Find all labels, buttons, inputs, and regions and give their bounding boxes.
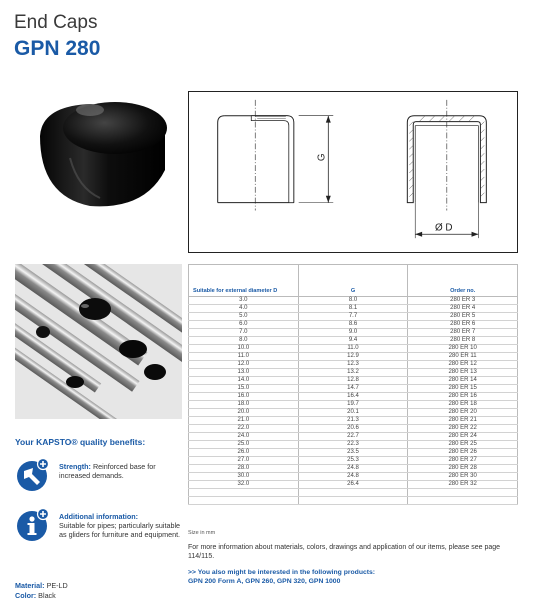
- table-row: [189, 409, 518, 417]
- cell-order-no: 280 ER 10: [408, 345, 518, 353]
- related-products-list: GPN 200 Form A, GPN 260, GPN 320, GPN 1000: [188, 578, 341, 585]
- cell-order-no: 280 ER 3: [408, 297, 518, 305]
- cell-diameter: 4.0: [189, 305, 299, 313]
- table-row: [189, 353, 518, 361]
- cell-diameter: [189, 497, 299, 505]
- cell-g: 13.2: [298, 369, 408, 377]
- product-code: GPN 280: [14, 37, 101, 60]
- table-body: [189, 297, 518, 505]
- cell-diameter: 14.0: [189, 377, 299, 385]
- cell-order-no: 280 ER 18: [408, 401, 518, 409]
- cell-order-no: 280 ER 27: [408, 457, 518, 465]
- dimensions-table: [188, 264, 518, 505]
- cell-g: 11.0: [298, 345, 408, 353]
- cell-g: 8.0: [298, 297, 408, 305]
- cell-diameter: 13.0: [189, 369, 299, 377]
- cell-order-no: 280 ER 12: [408, 361, 518, 369]
- cell-g: 26.4: [298, 481, 408, 489]
- table-row: [189, 449, 518, 457]
- table-row: [189, 425, 518, 433]
- table-row: [189, 329, 518, 337]
- table-header-order-no: Order no.: [408, 265, 518, 297]
- dimension-g-label: G: [316, 153, 328, 162]
- table-header-g: G: [298, 265, 408, 297]
- cell-diameter: 28.0: [189, 465, 299, 473]
- section-view: [407, 100, 486, 238]
- benefit-info-text: Suitable for pipes; particularly suitable as gliders for furniture and equipment.: [59, 521, 181, 539]
- cell-diameter: 27.0: [189, 457, 299, 465]
- cell-diameter: [189, 489, 299, 497]
- table-row: [189, 489, 518, 497]
- table-row: [189, 441, 518, 449]
- info-icon: [15, 508, 49, 542]
- table-row: [189, 497, 518, 505]
- cell-diameter: 3.0: [189, 297, 299, 305]
- cell-order-no: 280 ER 5: [408, 313, 518, 321]
- table-row: [189, 385, 518, 393]
- cell-g: 8.6: [298, 321, 408, 329]
- cell-diameter: 26.0: [189, 449, 299, 457]
- cell-order-no: 280 ER 11: [408, 353, 518, 361]
- table-row: [189, 305, 518, 313]
- cell-order-no: 280 ER 24: [408, 433, 518, 441]
- cell-g: 8.1: [298, 305, 408, 313]
- cell-g: 9.0: [298, 329, 408, 337]
- cell-order-no: 280 ER 20: [408, 409, 518, 417]
- cell-g: 22.3: [298, 441, 408, 449]
- cell-diameter: 8.0: [189, 337, 299, 345]
- table-row: [189, 401, 518, 409]
- cell-order-no: [408, 497, 518, 505]
- cell-g: 24.8: [298, 473, 408, 481]
- benefit-strength-text: Reinforced base for increased demands.: [59, 462, 156, 480]
- size-note: Size in mm: [188, 530, 216, 536]
- table-row: [189, 457, 518, 465]
- cell-g: 12.8: [298, 377, 408, 385]
- cell-diameter: 12.0: [189, 361, 299, 369]
- table-row: [189, 297, 518, 305]
- cell-g: 20.6: [298, 425, 408, 433]
- color-label: Color:: [15, 591, 37, 600]
- cell-order-no: 280 ER 7: [408, 329, 518, 337]
- cell-g: 21.3: [298, 417, 408, 425]
- dimension-d-label: Ø D: [434, 222, 453, 234]
- cell-order-no: 280 ER 6: [408, 321, 518, 329]
- cell-diameter: 20.0: [189, 409, 299, 417]
- cell-order-no: [408, 489, 518, 497]
- cell-diameter: 18.0: [189, 401, 299, 409]
- material-info: [15, 581, 68, 601]
- cell-order-no: 280 ER 4: [408, 305, 518, 313]
- cell-order-no: 280 ER 26: [408, 449, 518, 457]
- cell-order-no: 280 ER 25: [408, 441, 518, 449]
- cell-diameter: 11.0: [189, 353, 299, 361]
- table-row: [189, 417, 518, 425]
- cell-diameter: 30.0: [189, 473, 299, 481]
- cell-diameter: 24.0: [189, 433, 299, 441]
- cell-g: 14.7: [298, 385, 408, 393]
- cell-diameter: 21.0: [189, 417, 299, 425]
- cell-diameter: 25.0: [189, 441, 299, 449]
- table-row: [189, 377, 518, 385]
- table-row: [189, 465, 518, 473]
- cell-g: 12.3: [298, 361, 408, 369]
- cell-g: 16.4: [298, 393, 408, 401]
- cell-order-no: 280 ER 13: [408, 369, 518, 377]
- cell-diameter: 6.0: [189, 321, 299, 329]
- table-row: [189, 393, 518, 401]
- cell-g: 23.5: [298, 449, 408, 457]
- cell-g: 19.7: [298, 401, 408, 409]
- material-value: PE-LD: [46, 581, 68, 590]
- benefit-strength-heading: Strength:: [59, 462, 91, 471]
- cell-g: [298, 497, 408, 505]
- table-row: [189, 481, 518, 489]
- table-header-diameter: Suitable for external diameter D: [189, 265, 299, 297]
- table-row: [189, 313, 518, 321]
- related-products: [188, 568, 518, 586]
- table-row: [189, 369, 518, 377]
- cell-order-no: 280 ER 30: [408, 473, 518, 481]
- cell-diameter: 15.0: [189, 385, 299, 393]
- cell-g: 22.7: [298, 433, 408, 441]
- benefits-title: Your KAPSTO® quality benefits:: [15, 437, 146, 447]
- table-row: [189, 337, 518, 345]
- table-row: [189, 321, 518, 329]
- technical-drawing: [188, 91, 518, 253]
- cell-order-no: 280 ER 32: [408, 481, 518, 489]
- color-value: Black: [38, 591, 56, 600]
- material-label: Material:: [15, 581, 45, 590]
- cell-g: 9.4: [298, 337, 408, 345]
- cell-order-no: 280 ER 15: [408, 385, 518, 393]
- cell-diameter: 16.0: [189, 393, 299, 401]
- strength-icon: [15, 458, 49, 492]
- cell-g: 12.9: [298, 353, 408, 361]
- page-title: End Caps: [14, 12, 98, 33]
- cell-order-no: 280 ER 21: [408, 417, 518, 425]
- table-row: [189, 361, 518, 369]
- cell-diameter: 7.0: [189, 329, 299, 337]
- cell-order-no: 280 ER 28: [408, 465, 518, 473]
- cell-g: [298, 489, 408, 497]
- cell-g: 7.7: [298, 313, 408, 321]
- end-cap-photo: [30, 88, 180, 218]
- cell-diameter: 5.0: [189, 313, 299, 321]
- more-info-text: For more information about materials, colors, drawings and application of our items, please see page 114/115.: [188, 544, 501, 560]
- cell-order-no: 280 ER 8: [408, 337, 518, 345]
- cell-order-no: 280 ER 14: [408, 377, 518, 385]
- cell-diameter: 22.0: [189, 425, 299, 433]
- table-row: [189, 473, 518, 481]
- pipes-application-photo: [15, 264, 182, 419]
- cell-diameter: 32.0: [189, 481, 299, 489]
- cell-g: 24.8: [298, 465, 408, 473]
- related-products-intro: >> You also might be interested in the following products:: [188, 569, 376, 576]
- table-header-row: [189, 265, 518, 297]
- cell-order-no: 280 ER 22: [408, 425, 518, 433]
- table-row: [189, 433, 518, 441]
- cell-diameter: 10.0: [189, 345, 299, 353]
- benefit-info-heading: Additional information:: [59, 512, 139, 521]
- cell-g: 25.3: [298, 457, 408, 465]
- cell-order-no: 280 ER 16: [408, 393, 518, 401]
- table-row: [189, 345, 518, 353]
- cell-g: 20.1: [298, 409, 408, 417]
